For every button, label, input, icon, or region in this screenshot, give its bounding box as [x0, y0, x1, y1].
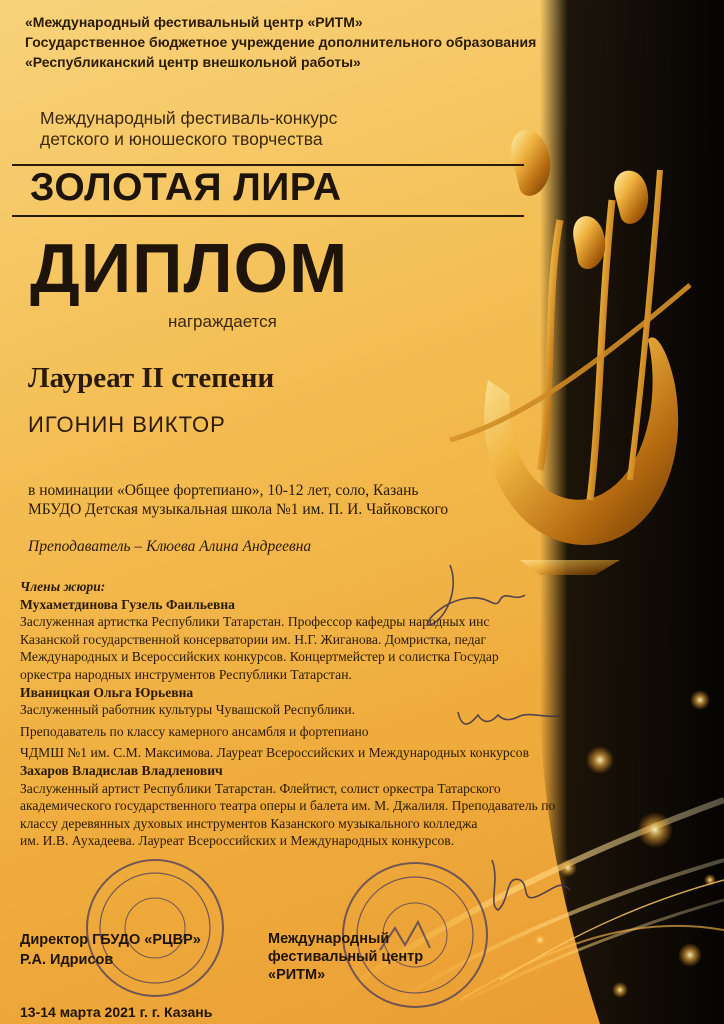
- director-signature-block: [20, 930, 201, 970]
- organizer-line-3: «Республиканский центр внешкольной работы»: [25, 54, 361, 70]
- nomination-line-2: МБУДО Детская музыкальная школа №1 им. П. И. Чайковского: [28, 501, 449, 518]
- festival-center-line-1: Международный: [268, 931, 390, 947]
- date-and-place: 13-14 марта 2021 г. г. Казань: [20, 1004, 213, 1020]
- jury-heading: Члены жюри:: [20, 579, 106, 594]
- director-name: Р.А. Идрисов: [20, 952, 114, 968]
- jury-member-bio-line: Казанской государственной консерватории им. Н.Г. Жиганова. Домристка, педаг: [20, 631, 487, 647]
- jury-member-bio-line: Заслуженный артист Республики Татарстан. Флейтист, солист оркестра Татарского: [20, 780, 501, 796]
- jury-member-bio-line: академического государственного театра оперы и балета им. М. Джалиля. Преподаватель по: [20, 798, 556, 814]
- festival-center-line-2: фестивальный центр: [268, 949, 424, 965]
- jury-member-bio-line: ЧДМШ №1 им. С.М. Максимова. Лауреат Всероссийских и Международных конкурсов: [20, 745, 529, 761]
- jury-member-bio-line: классу деревянных духовых инструментов Казанского музыкального колледжа: [20, 815, 478, 831]
- organizer-line-2: Государственное бюджетное учреждение дополнительного образования: [25, 34, 537, 50]
- award-title: Лауреат II степени: [28, 362, 275, 394]
- jury-member-name: Иваницкая Ольга Юрьевна: [20, 684, 194, 700]
- festival-subtitle-line-1: Международный фестиваль-конкурс: [40, 108, 338, 128]
- diploma-title: ДИПЛОМ: [30, 229, 349, 307]
- festival-center-signature-block: [268, 930, 423, 984]
- director-title: Директор ГБУДО «РЦВР»: [20, 932, 201, 948]
- organizer-line-1: «Международный фестивальный центр «РИТМ»: [25, 14, 363, 30]
- jury-member-bio-line: Заслуженный работник культуры Чувашской Республики.: [20, 702, 356, 718]
- recipient-name: ИГОНИН ВИКТОР: [28, 412, 226, 437]
- festival-name: ЗОЛОТАЯ ЛИРА: [30, 166, 342, 209]
- teacher-line: Преподаватель – Клюева Алина Андреевна: [28, 538, 312, 555]
- jury-member-bio-line: им. И.В. Аухадеева. Лауреат Всероссийских и Международных конкурсов.: [20, 833, 455, 849]
- jury-member-bio-line: Преподаватель по классу камерного ансамбля и фортепиано: [20, 723, 369, 739]
- awarded-label: награждается: [168, 312, 277, 331]
- festival-subtitle-line-2: детского и юношеского творчества: [40, 129, 323, 149]
- nomination-line-1: в номинации «Общее фортепиано», 10-12 лет, соло, Казань: [28, 482, 419, 499]
- jury-member-bio-line: Международных и Всероссийских конкурсов. Концертмейстер и солистка Государ: [20, 649, 499, 665]
- jury-member-bio-line: Заслуженная артистка Республики Татарстан. Профессор кафедры народных инс: [20, 614, 490, 630]
- jury-member-name: Захаров Владислав Владленович: [20, 762, 223, 778]
- festival-center-line-3: «РИТМ»: [268, 967, 326, 983]
- jury-member-bio-line: оркестра народных инструментов Республики Татарстан.: [20, 666, 352, 682]
- jury-member-name: Мухаметдинова Гузель Фаильевна: [20, 596, 235, 612]
